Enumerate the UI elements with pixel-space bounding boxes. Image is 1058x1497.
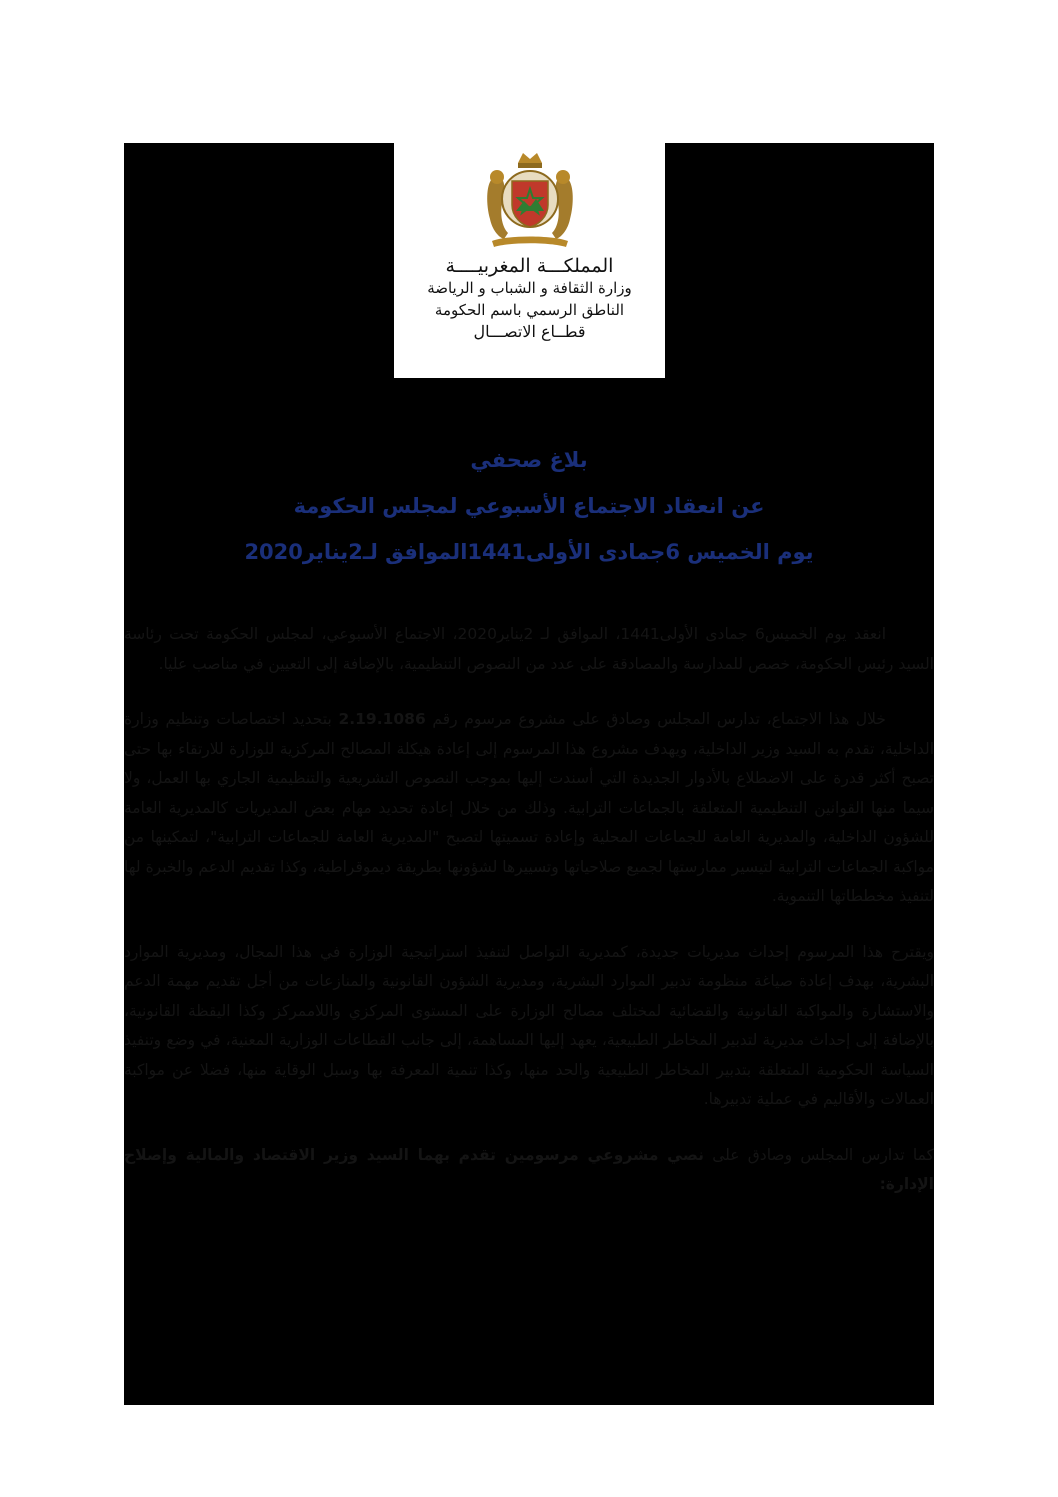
page-title: بلاغ صحفي bbox=[470, 448, 588, 472]
paragraph-1: انعقد يوم الخميس6 جمادى الأولى1441، الموافق لـ 2يناير2020، الاجتماع الأسبوعي، لمجلس الحكومة تحت رئاسة السيد رئيس الحكومة، خصص للمدارسة والمصادقة على عدد من النصوص التنظيمية، بالإضافة إلى التعيين في مناصب عليا. bbox=[124, 625, 934, 673]
coat-of-arms-icon bbox=[478, 149, 582, 253]
paragraph-2 bbox=[124, 705, 934, 912]
paragraph-2-rest: بتحديد اختصاصات وتنظيم وزارة الداخلية، تقدم به السيد وزير الداخلية، ويهدف مشروع هذا المرسوم إلى إعادة هيكلة المصالح المركزية للوزارة للارتقاء بها حتى تصبح أكثر قدرة على الاضطلاع بالأدوار الجديدة التي أسندت إليها بموجب النصوص التشريعية والتنظيمية الجاري بها العمل، ولا سيما منها القوانين التنظيمية المتعلقة بالجماعات الترابية. وذلك من خلال إعادة تحديد مهام بعض المديريات كالمديرية العامة للشؤون الداخلية، والمديرية العامة للجماعات المحلية وإعادة تسميتها لتصبح "المديرية العامة للجماعات الترابية"، لتمكينها من مواكبة الجماعات الترابية لتيسير ممارستها لجميع صلاحياتها وتسييرها لشؤونها بطريقة ديموقراطية، وكذا تقديم الدعم والخبرة لها لتنفيذ مخططاتها التنموية. bbox=[124, 710, 934, 905]
date-line: يوم الخميس 6جمادى الأولى1441الموافق لـ2يناير2020 bbox=[244, 540, 814, 564]
letterhead-sector: قطــاع الاتصـــال bbox=[473, 322, 586, 341]
paragraph-4 bbox=[124, 1141, 934, 1200]
paragraph-4-start: كما تدارس المجلس وصادق على bbox=[703, 1145, 934, 1164]
paragraph-2-start: خلال هذا الاجتماع، تدارس المجلس وصادق على مشروع مرسوم رقم bbox=[425, 710, 886, 728]
decree-number: 2.19.1086 bbox=[338, 710, 426, 728]
letterhead bbox=[394, 143, 665, 378]
page-subtitle: عن انعقاد الاجتماع الأسبوعي لمجلس الحكومة bbox=[293, 494, 765, 518]
letterhead-spokesperson: الناطق الرسمي باسم الحكومة bbox=[434, 301, 625, 319]
paragraph-3: ويقترح هذا المرسوم إحداث مديريات جديدة، كمديرية التواصل لتنفيذ استراتيجية الوزارة في هذا المجال، ومديرية الموارد البشرية، بهدف إعادة صياغة منظومة تدبير الموارد البشرية، ومديرية الشؤون القانونية والمنازعات من أجل تقديم مهمة الدعم والاستشارة والمواكبة القانونية والقضائية لمختلف مصالح الوزارة على المستوى المركزي واللاممركز وكذا اليقظة القانونية، بالإضافة إلى إحداث مديرية لتدبير المخاطر الطبيعية، يعهد إليها المساهمة، إلى جانب القطاعات الوزارية المعنية، في وضع وتنفيذ السياسة الحكومية المتعلقة بتدبير المخاطر الطبيعية والحد منها، وكذا تنمية المعرفة بها وسبل الوقاية منها، فضلا عن مواكبة العمالات والأقاليم في عملية تدبيرها. bbox=[124, 942, 934, 1108]
paragraph-4-bold: نصي مشروعي مرسومين تقدم بهما السيد وزير الاقتصاد والمالية وإصلاح الإدارة: bbox=[124, 1145, 934, 1193]
press-release-headings bbox=[124, 440, 934, 578]
letterhead-ministry: وزارة الثقافة و الشباب و الرياضة bbox=[427, 279, 632, 297]
letterhead-kingdom: المملكـــة المغربيــــة bbox=[445, 255, 614, 277]
press-release-body bbox=[124, 620, 934, 1226]
